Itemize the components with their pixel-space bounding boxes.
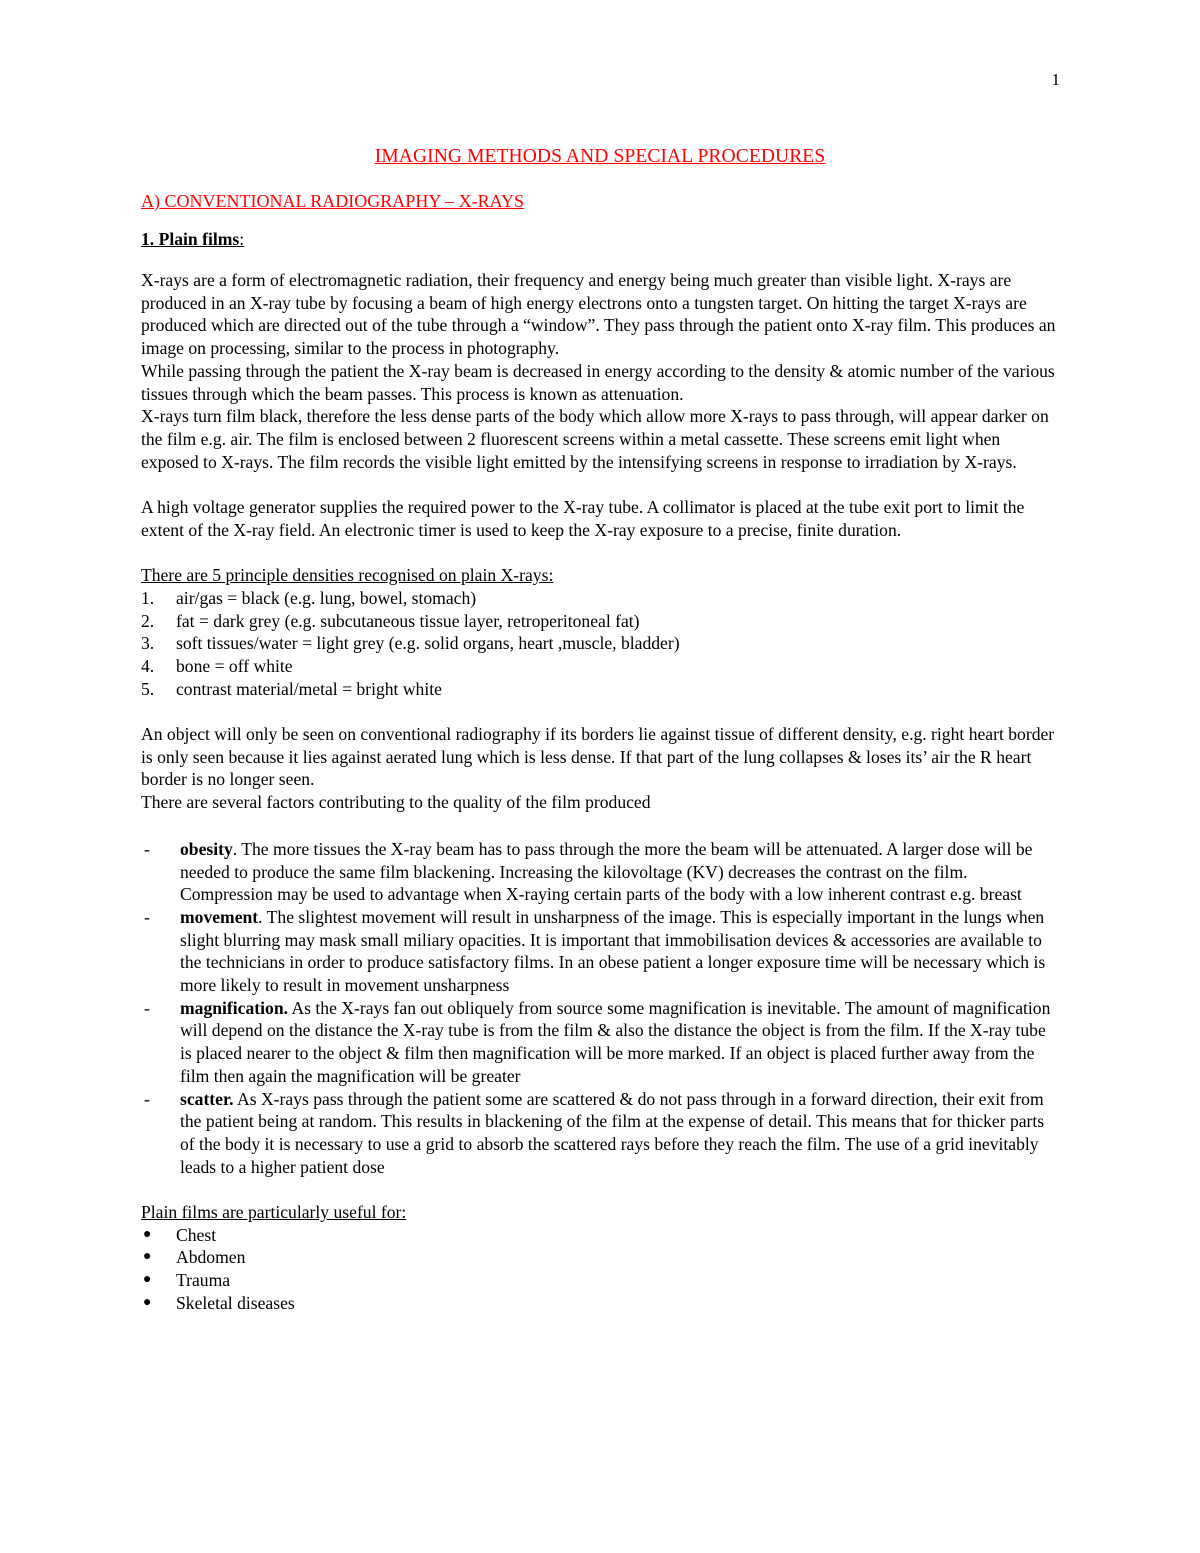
bullet-icon: ●	[143, 1249, 152, 1265]
intro-paragraph: X-rays turn film black, therefore the less dense parts of the body which allow more X-rays to pass through, will appear darker on the film e.g. air. The film is enclosed between 2 fluorescent screens within a metal cassette. These screens emit light when exposed to X-rays. The film records the visible light emitted by the intensifying screens in response to irradiation by X-rays.	[141, 406, 1049, 472]
list-item-text: Trauma	[176, 1270, 231, 1291]
object-block	[141, 723, 1059, 814]
list-item-text: soft tissues/water = light grey (e.g. solid organs, heart ,muscle, bladder)	[176, 633, 680, 654]
intro-paragraph: While passing through the patient the X-ray beam is decreased in energy according to the density & atomic number of the various tissues through which the beam passes. This process is known as attenuation.	[141, 360, 1055, 404]
page-number: 1	[1051, 70, 1060, 89]
factor-text: . The more tissues the X-ray beam has to pass through the more the beam will be attenuated. A larger dose will be needed to produce the same film blackening. Increasing the kilovoltage (KV) decreases the contrast on the film. Compression may be used to advantage when X-raying certain parts of the body with a low inherent contrast e.g. breast	[180, 838, 1033, 905]
factor-term: scatter.	[180, 1088, 234, 1109]
list-item-text: contrast material/metal = bright white	[176, 678, 442, 699]
list-item	[141, 1292, 1059, 1315]
factor-item-magnification	[141, 997, 1059, 1088]
factor-term: movement	[180, 906, 259, 927]
generator-paragraph: A high voltage generator supplies the required power to the X-ray tube. A collimator is placed at the tube exit port to limit the extent of the X-ray field. An electronic timer is used to keep the X-ray exposure to a precise, finite duration.	[141, 497, 1025, 540]
factor-item-scatter	[141, 1088, 1059, 1179]
document-title: IMAGING METHODS AND SPECIAL PROCEDURES	[374, 146, 826, 167]
section-heading-a: A) CONVENTIONAL RADIOGRAPHY – X-RAYS	[141, 191, 525, 211]
uses-list	[141, 1224, 1059, 1315]
bullet-icon: ●	[143, 1226, 152, 1242]
factor-item-movement	[141, 906, 1059, 997]
list-number: 5.	[141, 678, 155, 699]
list-item-text: Chest	[176, 1224, 217, 1245]
densities-block	[141, 564, 1059, 700]
list-item-text: fat = dark grey (e.g. subcutaneous tissue layer, retroperitoneal fat)	[176, 610, 640, 631]
list-item	[141, 655, 1059, 678]
uses-heading: Plain films are particularly useful for:	[141, 1202, 407, 1223]
object-paragraph: There are several factors contributing to the quality of the film produced	[141, 792, 651, 813]
page-content	[141, 141, 1059, 1315]
list-number: 4.	[141, 655, 155, 676]
list-number: 1.	[141, 587, 155, 608]
factor-term: magnification.	[180, 997, 289, 1018]
factor-item-obesity	[141, 838, 1059, 906]
list-item	[141, 1246, 1059, 1269]
dash-marker: -	[144, 906, 150, 927]
dash-marker: -	[144, 997, 150, 1018]
dash-marker: -	[144, 1088, 150, 1109]
list-item	[141, 678, 1059, 701]
subsection-heading-plain-films	[141, 227, 1059, 251]
factors-list	[141, 838, 1059, 1179]
list-item-text: bone = off white	[176, 655, 293, 676]
intro-block	[141, 269, 1059, 473]
densities-list	[141, 587, 1059, 701]
factor-text: . The slightest movement will result in unsharpness of the image. This is especially important in the lungs when slight blurring may mask small miliary opacities. It is important that immobilisation devices & accessories are available to the technicians in order to produce satisfactory films. In an obese patient a longer exposure time will be necessary which is more likely to result in movement unsharpness	[180, 906, 1046, 996]
list-number: 2.	[141, 610, 155, 631]
subsection-label: 1. Plain films	[141, 229, 240, 249]
list-item	[141, 587, 1059, 610]
intro-paragraph: X-rays are a form of electromagnetic radiation, their frequency and energy being much greater than visible light. X-rays are produced in an X-ray tube by focusing a beam of high energy electrons onto a tungsten target. On hitting the target X-rays are produced which are directed out of the tube through a “window”. They pass through the patient onto X-ray film. This produces an image on processing, similar to the process in photography.	[141, 270, 1056, 359]
list-item	[141, 610, 1059, 633]
object-paragraph: An object will only be seen on conventional radiography if its borders lie against tissue of different density, e.g. right heart border is only seen because it lies against aerated lung which is less dense. If that part of the lung collapses & loses its’ air the R heart border is no longer seen.	[141, 724, 1055, 790]
list-item	[141, 632, 1059, 655]
dash-marker: -	[144, 838, 150, 859]
list-number: 3.	[141, 633, 155, 654]
list-item	[141, 1269, 1059, 1292]
factor-text: As X-rays pass through the patient some are scattered & do not pass through in a forward direction, their exit from the patient being at random. This results in blackening of the film at the expense of detail. This means that for thicker parts of the body it is necessary to use a grid to absorb the scattered rays before they reach the film. The use of a grid inevitably leads to a higher patient dose	[180, 1088, 1045, 1177]
factor-term: obesity	[180, 838, 233, 859]
densities-heading: There are 5 principle densities recognised on plain X-rays:	[141, 565, 554, 586]
uses-block	[141, 1201, 1059, 1315]
list-item-text: Skeletal diseases	[176, 1292, 295, 1313]
factor-text: As the X-rays fan out obliquely from source some magnification is inevitable. The amount of magnification will depend on the distance the X-ray tube is from the film & also the distance the object is from the film. If the X-ray tube is placed nearer to the object & film then magnification will be more marked. If an object is placed further away from the film then again the magnification will be greater	[180, 997, 1051, 1086]
bullet-icon: ●	[143, 1272, 152, 1288]
list-item	[141, 1224, 1059, 1247]
list-item-text: air/gas = black (e.g. lung, bowel, stomach)	[176, 587, 477, 608]
list-item-text: Abdomen	[176, 1247, 246, 1268]
subsection-colon: :	[239, 229, 245, 249]
bullet-icon: ●	[143, 1294, 152, 1310]
